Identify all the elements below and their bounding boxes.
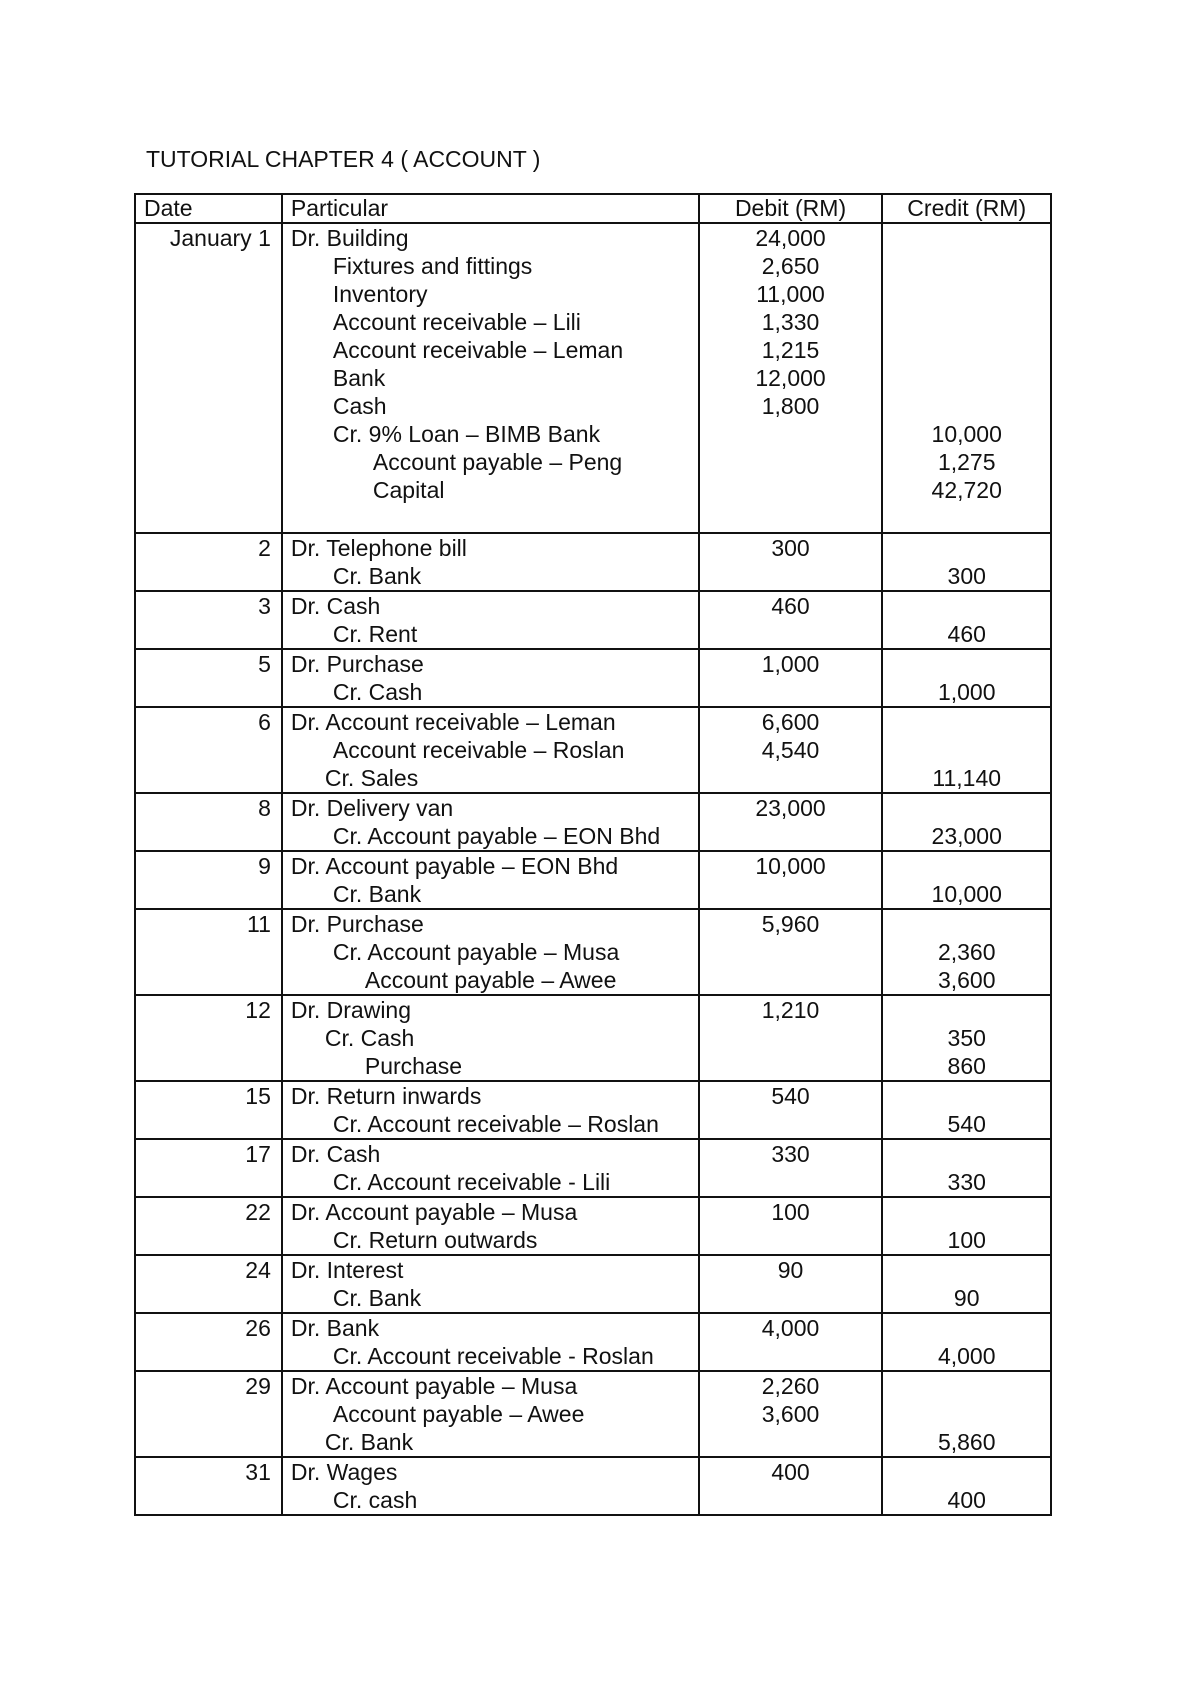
entry-particulars xyxy=(282,707,699,793)
debit-amount: 3,600 xyxy=(761,1401,820,1427)
entry-debits xyxy=(699,851,883,909)
entry-debits xyxy=(699,1255,883,1313)
debit-amount: 4,000 xyxy=(761,1315,820,1341)
entry-date-text: 3 xyxy=(258,593,271,619)
credit-amount: 2,360 xyxy=(937,939,996,965)
debit-amount: 24,000 xyxy=(755,225,826,251)
entry-debits xyxy=(699,533,883,591)
entry-credits xyxy=(882,793,1051,851)
debit-header: Debit (RM) xyxy=(699,194,883,223)
entry-date-text: 17 xyxy=(245,1141,271,1167)
debit-amount xyxy=(708,1110,874,1138)
credit-amount: 860 xyxy=(947,1053,986,1079)
entry-debits xyxy=(699,1197,883,1255)
credit-amount xyxy=(891,1458,1042,1486)
entry-debits xyxy=(699,909,883,995)
debit-amount xyxy=(708,1342,874,1370)
debit-amount: 12,000 xyxy=(755,365,826,391)
particular-line: Capital xyxy=(372,477,445,503)
particular-line: Dr. Drawing xyxy=(290,997,412,1023)
entry-particulars xyxy=(282,1457,699,1515)
entry-date xyxy=(135,223,282,533)
credit-amount: 330 xyxy=(947,1169,986,1195)
debit-amount xyxy=(708,1024,874,1052)
entry-credits xyxy=(882,591,1051,649)
particular-line: Account receivable – Leman xyxy=(332,337,624,363)
entry-credits xyxy=(882,223,1051,533)
entry-date xyxy=(135,1313,282,1371)
entry-particulars xyxy=(282,995,699,1081)
credit-amount: 300 xyxy=(947,563,986,589)
journal-entry-row xyxy=(135,1081,1051,1139)
debit-amount: 2,260 xyxy=(761,1373,820,1399)
entry-credits xyxy=(882,851,1051,909)
entry-credits xyxy=(882,1371,1051,1457)
entry-date-text: 29 xyxy=(245,1373,271,1399)
journal-entry-row xyxy=(135,707,1051,793)
credit-amount xyxy=(891,534,1042,562)
entry-debits xyxy=(699,649,883,707)
entry-date-text: 5 xyxy=(258,651,271,677)
entry-date-text: January 1 xyxy=(169,225,271,251)
particular-line: Dr. Wages xyxy=(290,1459,398,1485)
particular-line: Dr. Cash xyxy=(290,1141,381,1167)
entry-date-text: 2 xyxy=(258,535,271,561)
entry-date-text: 22 xyxy=(245,1199,271,1225)
credit-amount: 3,600 xyxy=(937,967,996,993)
debit-amount: 23,000 xyxy=(755,795,826,821)
journal-entry-row xyxy=(135,995,1051,1081)
credit-amount xyxy=(891,1314,1042,1342)
journal-entry-row xyxy=(135,1457,1051,1515)
entry-debits xyxy=(699,793,883,851)
credit-amount: 10,000 xyxy=(931,881,1002,907)
credit-amount: 90 xyxy=(953,1285,980,1311)
journal-entry-row xyxy=(135,1197,1051,1255)
spacer xyxy=(291,504,690,532)
debit-amount: 2,650 xyxy=(761,253,820,279)
entry-date xyxy=(135,649,282,707)
entry-date xyxy=(135,793,282,851)
entry-particulars xyxy=(282,851,699,909)
credit-amount: 4,000 xyxy=(937,1343,996,1369)
debit-amount: 540 xyxy=(771,1083,810,1109)
journal-entry-row xyxy=(135,223,1051,533)
entry-date xyxy=(135,1255,282,1313)
credit-amount xyxy=(891,910,1042,938)
particular-line: Cr. Account receivable – Roslan xyxy=(332,1111,659,1137)
debit-amount xyxy=(708,448,874,476)
entry-particulars xyxy=(282,793,699,851)
particular-line: Cr. Cash xyxy=(332,679,423,705)
entry-credits xyxy=(882,1197,1051,1255)
journal-entry-row xyxy=(135,591,1051,649)
debit-amount: 11,000 xyxy=(756,281,825,307)
particular-line: Cr. Account receivable - Lili xyxy=(332,1169,611,1195)
entry-debits xyxy=(699,1081,883,1139)
particular-line: Account receivable – Lili xyxy=(332,309,581,335)
particular-line: Cr. Bank xyxy=(332,563,422,589)
debit-amount: 1,800 xyxy=(761,393,820,419)
journal-entry-row xyxy=(135,1371,1051,1457)
debit-amount: 1,330 xyxy=(761,309,820,335)
debit-amount: 6,600 xyxy=(761,709,820,735)
journal-entry-row xyxy=(135,793,1051,851)
credit-amount xyxy=(891,650,1042,678)
debit-amount xyxy=(708,1226,874,1254)
entry-particulars xyxy=(282,1313,699,1371)
spacer xyxy=(708,504,874,532)
entry-debits xyxy=(699,1139,883,1197)
particular-line: Cr. cash xyxy=(332,1487,418,1513)
page-title: TUTORIAL CHAPTER 4 ( ACCOUNT ) xyxy=(146,146,541,172)
particular-line: Dr. Account payable – Musa xyxy=(290,1199,578,1225)
debit-amount: 100 xyxy=(771,1199,810,1225)
debit-amount xyxy=(708,880,874,908)
credit-amount xyxy=(891,996,1042,1024)
particular-line: Purchase xyxy=(364,1053,463,1079)
particular-line: Cr. Bank xyxy=(332,881,422,907)
entry-date xyxy=(135,1197,282,1255)
particular-line: Dr. Return inwards xyxy=(290,1083,482,1109)
entry-date xyxy=(135,1139,282,1197)
credit-amount xyxy=(891,592,1042,620)
particular-line: Cr. 9% Loan – BIMB Bank xyxy=(332,421,601,447)
debit-amount xyxy=(708,562,874,590)
credit-amount: 460 xyxy=(947,621,986,647)
journal-entry-row xyxy=(135,909,1051,995)
particular-line: Cr. Return outwards xyxy=(332,1227,538,1253)
debit-amount xyxy=(708,938,874,966)
particular-line: Dr. Building xyxy=(290,225,409,251)
credit-amount xyxy=(891,308,1042,336)
particular-line: Fixtures and fittings xyxy=(332,253,533,279)
particular-line: Cr. Bank xyxy=(324,1429,414,1455)
journal-entry-row xyxy=(135,533,1051,591)
entry-debits xyxy=(699,591,883,649)
credit-amount: 400 xyxy=(947,1487,986,1513)
entry-date-text: 31 xyxy=(245,1459,271,1485)
credit-amount: 11,140 xyxy=(932,765,1002,791)
credit-amount xyxy=(891,1140,1042,1168)
debit-amount: 400 xyxy=(771,1459,810,1485)
entry-particulars xyxy=(282,533,699,591)
particular-line: Cr. Bank xyxy=(332,1285,422,1311)
entry-date xyxy=(135,1371,282,1457)
particular-line: Account payable – Peng xyxy=(372,449,623,475)
entry-date-text: 9 xyxy=(258,853,271,879)
debit-amount xyxy=(708,1284,874,1312)
entry-date-text: 8 xyxy=(258,795,271,821)
credit-amount: 100 xyxy=(947,1227,986,1253)
credit-amount: 42,720 xyxy=(931,477,1002,503)
debit-amount: 1,215 xyxy=(761,337,820,363)
entry-credits xyxy=(882,909,1051,995)
entry-particulars xyxy=(282,649,699,707)
debit-amount xyxy=(708,822,874,850)
credit-amount xyxy=(891,852,1042,880)
debit-amount xyxy=(708,1052,874,1080)
entry-date xyxy=(135,995,282,1081)
entry-particulars xyxy=(282,1197,699,1255)
particular-line: Bank xyxy=(332,365,386,391)
particular-line: Cr. Account payable – Musa xyxy=(332,939,620,965)
entry-credits xyxy=(882,1313,1051,1371)
credit-amount xyxy=(891,392,1042,420)
debit-amount: 4,540 xyxy=(761,737,820,763)
entry-date xyxy=(135,707,282,793)
entry-credits xyxy=(882,1255,1051,1313)
entry-date-text: 12 xyxy=(245,997,271,1023)
entry-particulars xyxy=(282,1371,699,1457)
entry-particulars xyxy=(282,1255,699,1313)
entry-date-text: 24 xyxy=(245,1257,271,1283)
entry-particulars xyxy=(282,1139,699,1197)
credit-amount: 1,000 xyxy=(937,679,996,705)
particular-line: Dr. Cash xyxy=(290,593,381,619)
spacer xyxy=(891,504,1042,532)
debit-amount: 300 xyxy=(771,535,810,561)
particular-line: Cr. Rent xyxy=(332,621,418,647)
debit-amount xyxy=(708,764,874,792)
date-header: Date xyxy=(135,194,282,223)
entry-particulars xyxy=(282,909,699,995)
entry-date-text: 11 xyxy=(246,911,271,937)
particular-line: Cr. Sales xyxy=(324,765,419,791)
debit-amount xyxy=(708,1168,874,1196)
entry-date xyxy=(135,909,282,995)
credit-header: Credit (RM) xyxy=(882,194,1051,223)
particular-line: Dr. Delivery van xyxy=(290,795,454,821)
entry-debits xyxy=(699,1313,883,1371)
particular-line: Account payable – Awee xyxy=(332,1401,585,1427)
entry-debits xyxy=(699,1457,883,1515)
credit-amount xyxy=(891,1400,1042,1428)
credit-amount xyxy=(891,364,1042,392)
debit-amount xyxy=(708,620,874,648)
particular-line: Inventory xyxy=(332,281,428,307)
credit-amount: 23,000 xyxy=(931,823,1002,849)
entry-date xyxy=(135,851,282,909)
entry-particulars xyxy=(282,1081,699,1139)
journal-entry-row xyxy=(135,1255,1051,1313)
particular-line: Dr. Purchase xyxy=(290,911,424,937)
particular-line: Dr. Telephone bill xyxy=(290,535,467,561)
entry-credits xyxy=(882,533,1051,591)
credit-amount xyxy=(891,736,1042,764)
credit-amount xyxy=(891,1198,1042,1226)
debit-amount xyxy=(708,476,874,504)
entry-particulars xyxy=(282,591,699,649)
entry-date xyxy=(135,1081,282,1139)
credit-amount xyxy=(891,252,1042,280)
debit-amount: 330 xyxy=(771,1141,810,1167)
particular-line: Dr. Purchase xyxy=(290,651,424,677)
journal-entry-row xyxy=(135,851,1051,909)
entry-date xyxy=(135,591,282,649)
credit-amount: 540 xyxy=(947,1111,986,1137)
journal-body xyxy=(135,223,1051,1515)
entry-particulars xyxy=(282,223,699,533)
particular-line: Dr. Interest xyxy=(290,1257,404,1283)
entry-debits xyxy=(699,707,883,793)
debit-amount xyxy=(708,966,874,994)
particular-line: Cr. Account payable – EON Bhd xyxy=(332,823,661,849)
journal-entry-row xyxy=(135,1139,1051,1197)
credit-amount xyxy=(891,1256,1042,1284)
entry-debits xyxy=(699,995,883,1081)
particular-line: Cr. Account receivable - Roslan xyxy=(332,1343,654,1369)
entry-credits xyxy=(882,1139,1051,1197)
entry-date-text: 15 xyxy=(245,1083,271,1109)
credit-amount: 5,860 xyxy=(937,1429,996,1455)
journal-entry-row xyxy=(135,649,1051,707)
debit-amount xyxy=(708,1428,874,1456)
entry-date xyxy=(135,533,282,591)
particular-line: Account payable – Awee xyxy=(364,967,617,993)
debit-amount xyxy=(708,1486,874,1514)
particular-line: Cash xyxy=(332,393,387,419)
particular-line: Dr. Account receivable – Leman xyxy=(290,709,616,735)
debit-amount: 460 xyxy=(771,593,810,619)
credit-amount xyxy=(891,280,1042,308)
particular-line: Cr. Cash xyxy=(324,1025,415,1051)
entry-credits xyxy=(882,995,1051,1081)
debit-amount: 5,960 xyxy=(761,911,820,937)
debit-amount: 1,000 xyxy=(761,651,820,677)
entry-date-text: 26 xyxy=(245,1315,271,1341)
credit-amount: 350 xyxy=(947,1025,986,1051)
entry-credits xyxy=(882,1457,1051,1515)
particular-line: Account receivable – Roslan xyxy=(332,737,625,763)
particular-line: Dr. Bank xyxy=(290,1315,380,1341)
debit-amount xyxy=(708,678,874,706)
entry-date xyxy=(135,1457,282,1515)
credit-amount xyxy=(891,336,1042,364)
entry-date-text: 6 xyxy=(258,709,271,735)
credit-amount: 10,000 xyxy=(931,421,1002,447)
particular-header: Particular xyxy=(282,194,699,223)
credit-amount xyxy=(891,1372,1042,1400)
particular-line: Dr. Account payable – EON Bhd xyxy=(290,853,619,879)
credit-amount xyxy=(891,794,1042,822)
debit-amount: 10,000 xyxy=(755,853,826,879)
journal-table xyxy=(134,193,1052,1516)
journal-entry-row xyxy=(135,1313,1051,1371)
entry-debits xyxy=(699,1371,883,1457)
entry-credits xyxy=(882,707,1051,793)
debit-amount xyxy=(708,420,874,448)
credit-amount: 1,275 xyxy=(937,449,996,475)
particular-line: Dr. Account payable – Musa xyxy=(290,1373,578,1399)
header-row xyxy=(135,194,1051,223)
credit-amount xyxy=(891,708,1042,736)
debit-amount: 90 xyxy=(777,1257,804,1283)
entry-credits xyxy=(882,1081,1051,1139)
credit-amount xyxy=(891,1082,1042,1110)
debit-amount: 1,210 xyxy=(761,997,820,1023)
entry-credits xyxy=(882,649,1051,707)
credit-amount xyxy=(891,224,1042,252)
entry-debits xyxy=(699,223,883,533)
